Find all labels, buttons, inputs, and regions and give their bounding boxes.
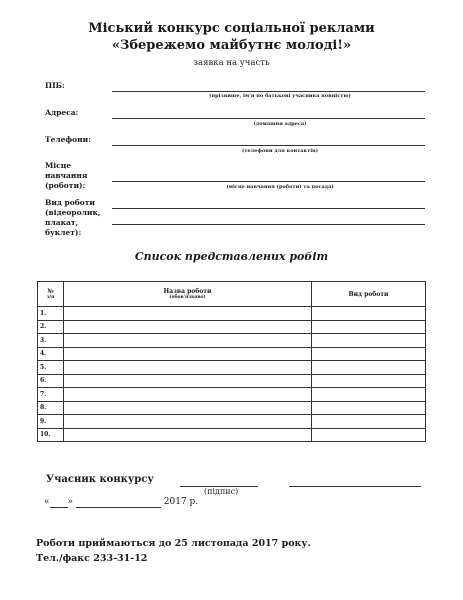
row-work-type-cell[interactable] bbox=[312, 401, 426, 415]
field-hint-name: (прізвище, ім'я по батькові учасника повністю) bbox=[209, 93, 351, 99]
row-work-type-cell[interactable] bbox=[312, 347, 426, 361]
month-blank[interactable] bbox=[76, 497, 161, 508]
field-line-work-type-2[interactable] bbox=[112, 224, 425, 225]
contest-title: Міський конкурс соціальної реклами bbox=[88, 21, 375, 36]
col-header-number-sub: з/п bbox=[46, 295, 55, 300]
row-work-type-cell[interactable] bbox=[312, 374, 426, 388]
deadline-note: Роботи приймаються до 25 листопада 2017 року. bbox=[36, 538, 311, 549]
field-hint-study-place: (місце навчання (роботи) та посада) bbox=[226, 184, 334, 190]
table-row bbox=[38, 334, 426, 348]
row-number: 4. bbox=[38, 347, 64, 361]
field-label-work-type: Вид роботи (відеоролик, плакат, буклет): bbox=[45, 198, 101, 237]
field-hint-phones: (телефони для контактів) bbox=[242, 148, 318, 154]
row-work-name-cell[interactable] bbox=[64, 361, 312, 375]
works-table bbox=[37, 281, 426, 442]
row-work-type-cell[interactable] bbox=[312, 307, 426, 321]
date-year: 2017 р. bbox=[163, 497, 199, 507]
col-header-name-text: Назва роботи bbox=[163, 288, 212, 295]
table-row bbox=[38, 415, 426, 429]
row-work-name-cell[interactable] bbox=[64, 374, 312, 388]
application-subtitle: заявка на участь bbox=[193, 58, 270, 68]
contest-slogan: «Збережемо майбутнє молоді!» bbox=[111, 38, 352, 53]
row-work-name-cell[interactable] bbox=[64, 415, 312, 429]
col-header-number bbox=[38, 282, 64, 307]
table-row bbox=[38, 401, 426, 415]
date-close-quote: » bbox=[67, 497, 74, 507]
row-work-type-cell[interactable] bbox=[312, 388, 426, 402]
row-work-name-cell[interactable] bbox=[64, 307, 312, 321]
signature-hint: (підпис) bbox=[204, 487, 239, 496]
table-row bbox=[38, 428, 426, 442]
row-work-name-cell[interactable] bbox=[64, 347, 312, 361]
row-work-type-cell[interactable] bbox=[312, 415, 426, 429]
row-number: 7. bbox=[38, 388, 64, 402]
table-row bbox=[38, 374, 426, 388]
col-header-name bbox=[64, 282, 312, 307]
day-blank[interactable] bbox=[50, 497, 68, 508]
field-line-work-type-1[interactable] bbox=[112, 208, 425, 209]
row-number: 6. bbox=[38, 374, 64, 388]
field-line-phones[interactable] bbox=[112, 145, 425, 146]
table-row bbox=[38, 320, 426, 334]
table-row bbox=[38, 361, 426, 375]
field-hint-address: (домашня адреса) bbox=[253, 121, 307, 127]
row-number: 1. bbox=[38, 307, 64, 321]
row-work-type-cell[interactable] bbox=[312, 361, 426, 375]
field-line-address[interactable] bbox=[112, 118, 425, 119]
row-number: 2. bbox=[38, 320, 64, 334]
field-line-study-place[interactable] bbox=[112, 181, 425, 182]
works-list-title: Список представлених робіт bbox=[134, 250, 329, 263]
row-number: 9. bbox=[38, 415, 64, 429]
table-row bbox=[38, 388, 426, 402]
date-open-quote: « bbox=[44, 497, 50, 507]
name-line[interactable] bbox=[289, 486, 421, 487]
row-work-type-cell[interactable] bbox=[312, 334, 426, 348]
phone-fax-note: Тел./факс 233-31-12 bbox=[36, 553, 148, 564]
row-work-type-cell[interactable] bbox=[312, 428, 426, 442]
col-header-number-text: № bbox=[47, 288, 54, 295]
date-field bbox=[44, 497, 198, 508]
col-header-type: Вид роботи bbox=[312, 282, 426, 307]
works-table-header bbox=[38, 282, 426, 307]
row-number: 5. bbox=[38, 361, 64, 375]
row-number: 3. bbox=[38, 334, 64, 348]
row-work-name-cell[interactable] bbox=[64, 334, 312, 348]
field-label-phones: Телефони: bbox=[45, 135, 91, 144]
table-row bbox=[38, 347, 426, 361]
row-work-name-cell[interactable] bbox=[64, 320, 312, 334]
row-work-name-cell[interactable] bbox=[64, 388, 312, 402]
row-number: 8. bbox=[38, 401, 64, 415]
field-label-name: ПІБ: bbox=[45, 81, 65, 90]
row-work-type-cell[interactable] bbox=[312, 320, 426, 334]
row-work-name-cell[interactable] bbox=[64, 428, 312, 442]
participant-label: Учасник конкурсу bbox=[46, 474, 154, 485]
table-row bbox=[38, 307, 426, 321]
field-line-name[interactable] bbox=[112, 91, 425, 92]
row-work-name-cell[interactable] bbox=[64, 401, 312, 415]
col-header-name-sub: (обов'язково) bbox=[169, 295, 206, 300]
row-number: 10. bbox=[38, 428, 64, 442]
field-label-address: Адреса: bbox=[45, 108, 79, 117]
field-label-study-place: Місце навчання (роботи): bbox=[45, 161, 88, 190]
